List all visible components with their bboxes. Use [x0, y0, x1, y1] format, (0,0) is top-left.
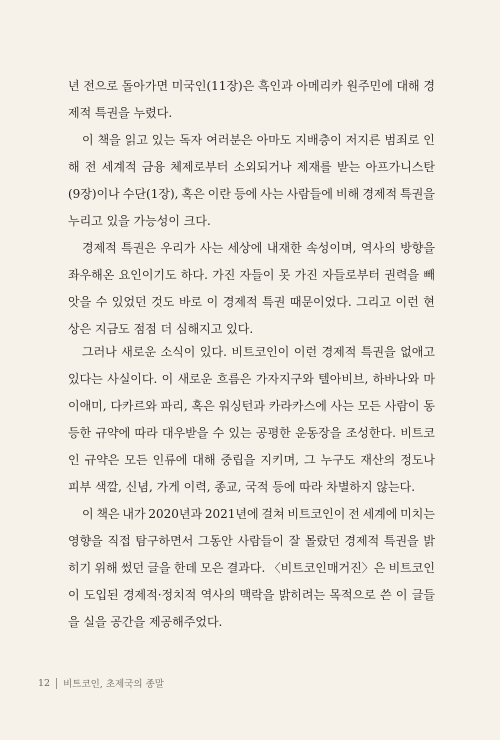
text-line: 앗을 수 있었던 것도 바로 이 경제적 특권 때문이었다. 그리고 이런 현: [68, 295, 435, 309]
text-line: 상은 지금도 점점 더 심해지고 있다.: [68, 322, 254, 336]
text-line: 을 실을 공간을 제공해주었다.: [68, 615, 223, 629]
text-line: 경제적 특권은 우리가 사는 세상에 내재한 속성이며, 역사의 방향을: [82, 241, 435, 255]
page-number: 12: [38, 677, 51, 689]
text-line: 이 도입된 경제적·정치적 역사의 맥락을 밝히려는 목적으로 쓴 이 글들: [68, 588, 435, 602]
text-line: 해 전 세계적 금융 체제로부터 소외되거나 제재를 받는 아프가니스탄: [68, 160, 435, 174]
text-line: 제적 특권을 누렸다.: [68, 106, 173, 120]
text-line: 좌우해온 요인이기도 하다. 가진 자들이 못 가진 자들로부터 권력을 빼: [68, 268, 435, 282]
text-line: 년 전으로 돌아가면 미국인(11장)은 흑인과 아메리카 원주민에 대해 경: [68, 79, 435, 93]
text-line: 이 책을 읽고 있는 독자 여러분은 아마도 지배층이 저지른 범죄로 인: [82, 133, 435, 147]
text-line: 있다는 사실이다. 이 새로운 흐름은 가자지구와 텔아비브, 하바나와 마: [68, 372, 435, 386]
text-line: (9장)이나 수단(1장), 혹은 이란 등에 사는 사람들에 비해 경제적 특권을: [68, 187, 435, 201]
body-text-section-1: [68, 73, 435, 343]
text-line: 영향을 직접 탐구하면서 그동안 사람들이 잘 몰랐던 경제적 특권을 밝: [68, 534, 435, 548]
text-line: 이애미, 다카르와 파리, 혹은 워싱턴과 카라카스에 사는 모든 사람이 동: [68, 399, 435, 413]
text-line: 누리고 있을 가능성이 크다.: [68, 214, 211, 228]
footer-divider: [56, 678, 57, 689]
text-line: 이 책은 내가 2020년과 2021년에 걸쳐 비트코인이 전 세계에 미치는: [82, 507, 435, 521]
page-footer: [38, 676, 164, 690]
text-line: 인 규약은 모든 인류에 대해 중립을 지키며, 그 누구도 재산의 정도나: [68, 453, 435, 467]
text-line: 피부 색깔, 신념, 가게 이력, 종교, 국적 등에 따라 차별하지 않는다.: [68, 480, 416, 494]
body-text-section-2: [68, 339, 435, 636]
text-line: 그러나 새로운 소식이 있다. 비트코인이 이런 경제적 특권을 없애고: [82, 345, 435, 359]
text-line: 등한 규약에 따라 대우받을 수 있는 공평한 운동장을 조성한다. 비트코: [68, 426, 435, 440]
running-title: 비트코인, 초제국의 종말: [63, 679, 164, 690]
text-line: 히기 위해 썼던 글을 한데 모은 결과다. 〈비트코인매거진〉은 비트코인: [68, 561, 435, 575]
